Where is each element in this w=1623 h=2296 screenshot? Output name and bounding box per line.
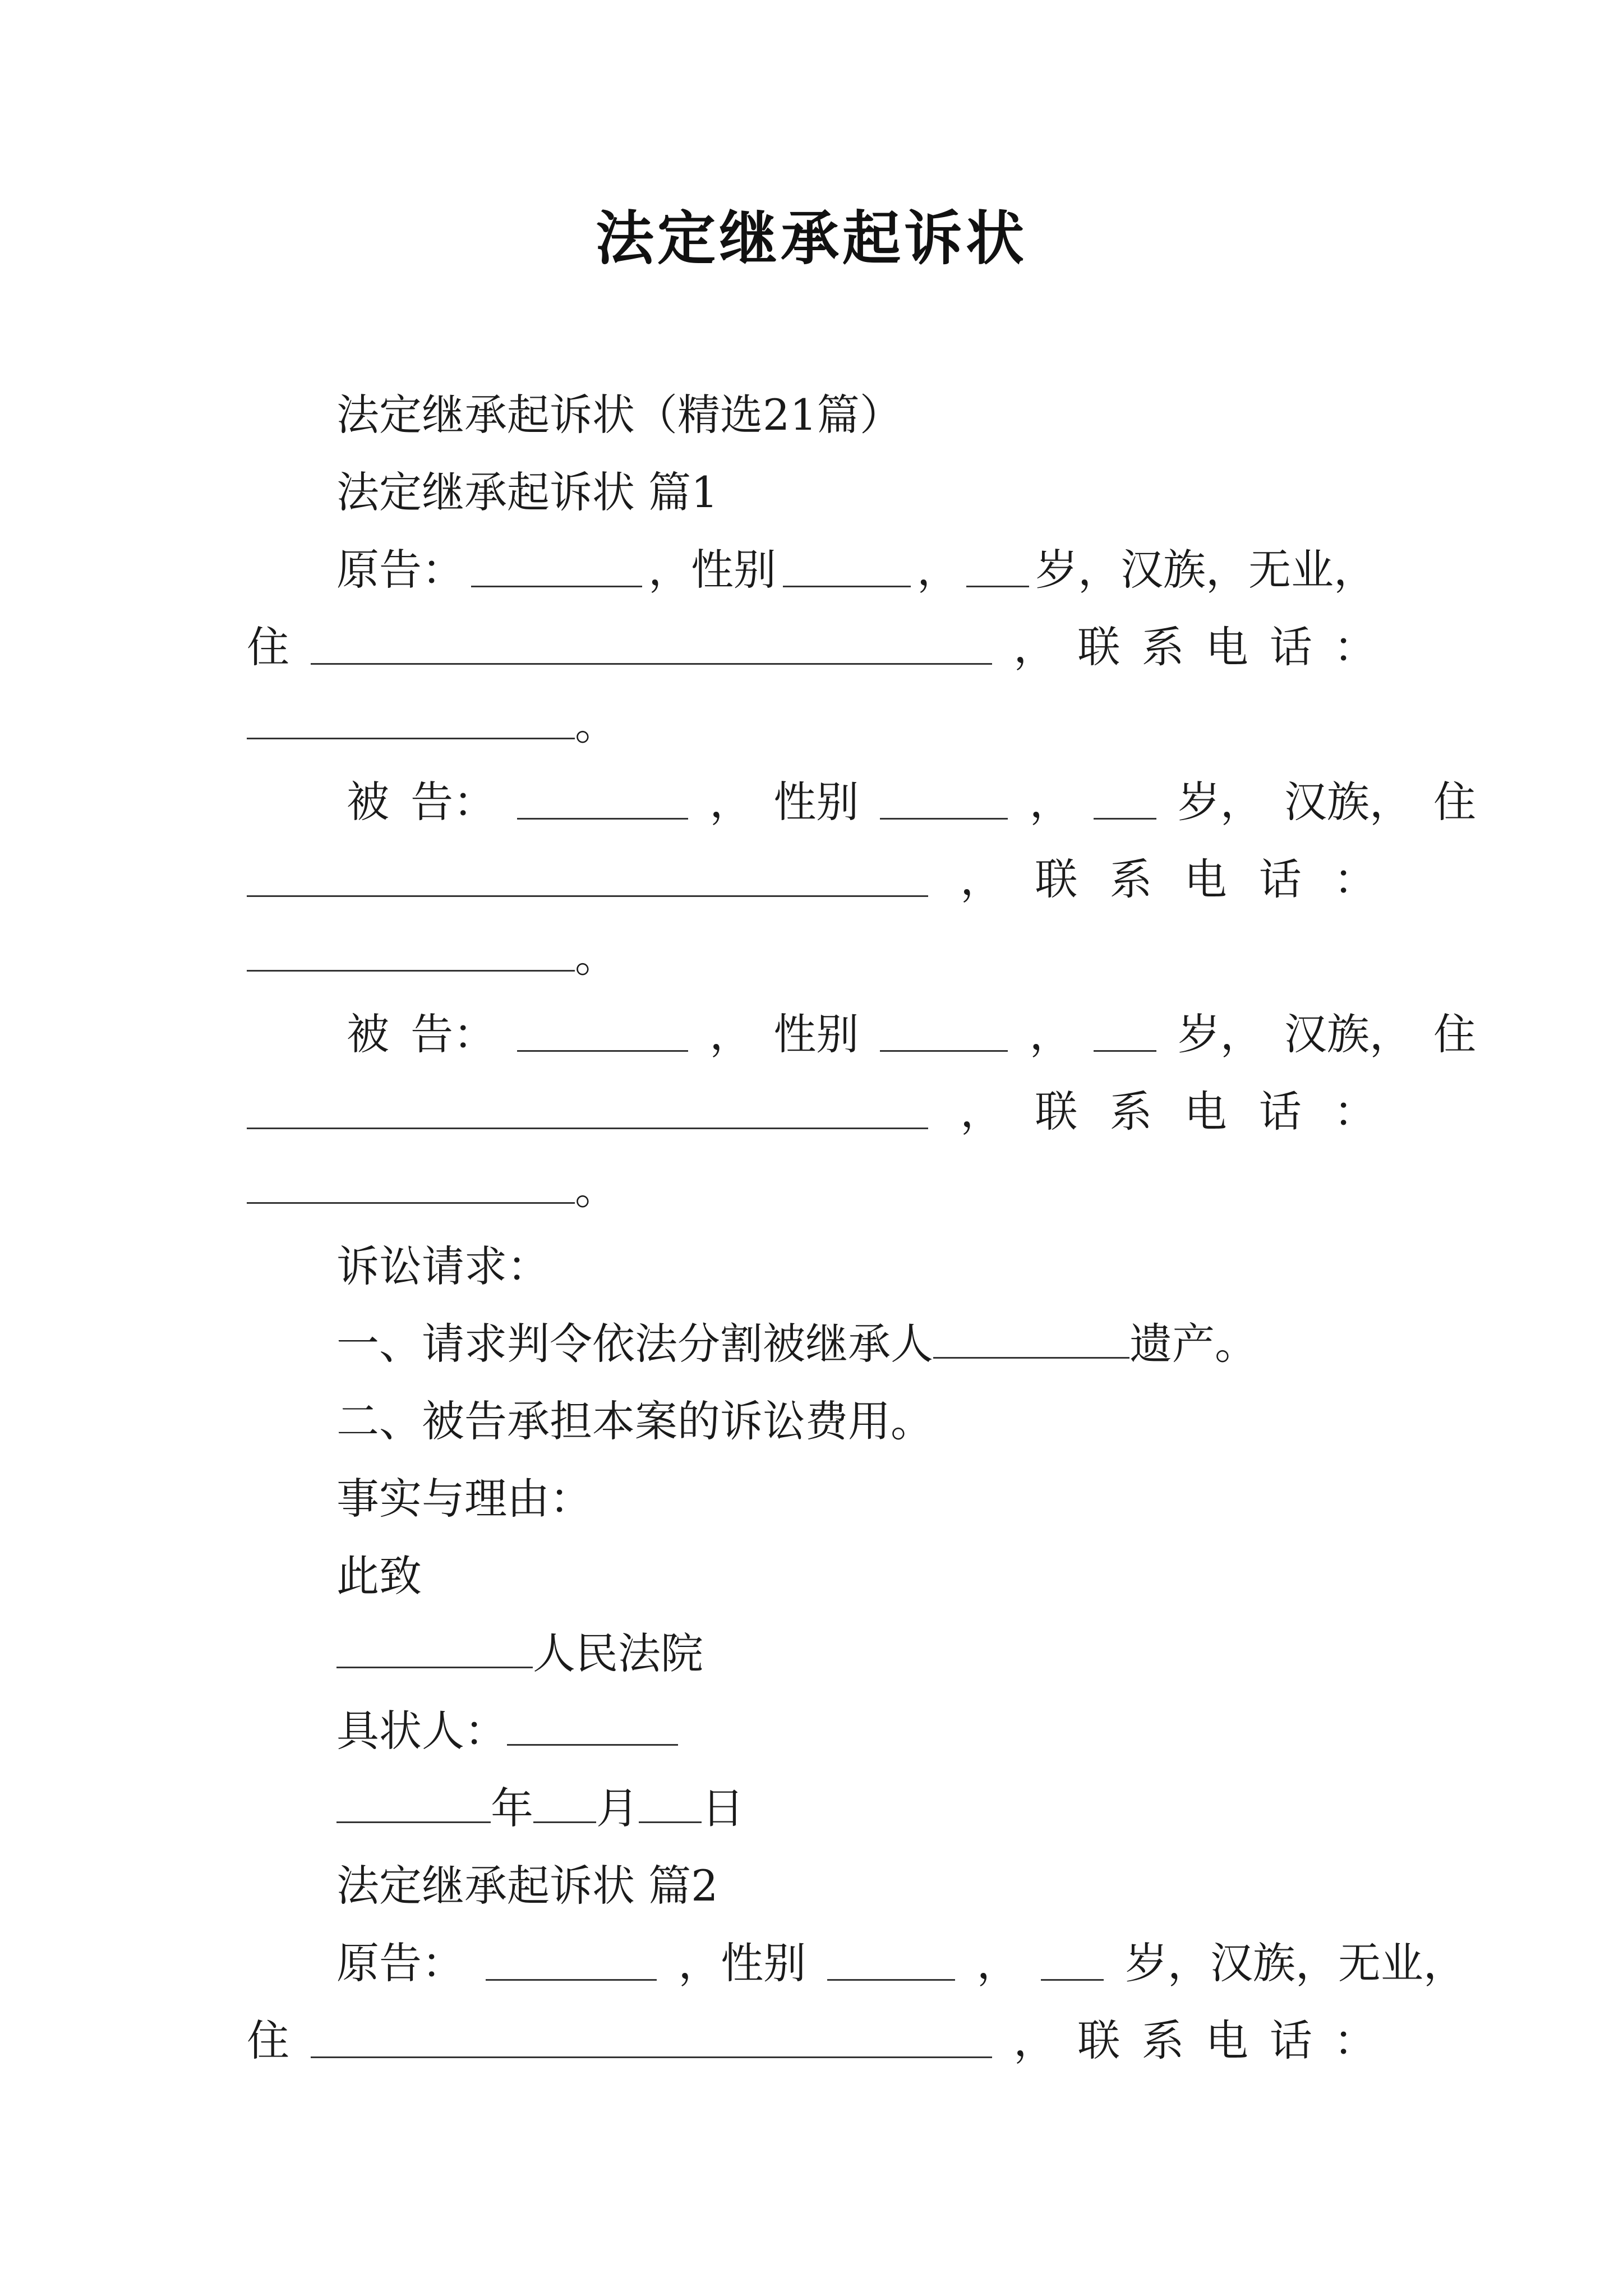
plaintiff2-line-1: 原告： ，性别 ， 岁，汉族，无业， xyxy=(336,1938,1466,1988)
plaintiff-line-3: 。 xyxy=(247,691,1376,758)
plaintiff-gender-blank xyxy=(783,553,911,587)
year-blank xyxy=(336,1789,491,1823)
court-line: 人民法院 xyxy=(247,1620,1376,1687)
defendant1-address-blank xyxy=(247,863,928,897)
defendant2-line-3: 。 xyxy=(247,1156,1376,1223)
plaintiff2-age-blank xyxy=(1041,1947,1104,1981)
plaintiff-address-blank xyxy=(311,631,992,665)
defendant1-gender-blank xyxy=(880,785,1008,820)
defendant2-line-2: ， 联 系 电 话 ： xyxy=(247,1078,1376,1145)
plaintiff-age-blank xyxy=(966,553,1029,587)
defendant1-age-blank xyxy=(1094,785,1156,820)
day-blank xyxy=(639,1789,702,1823)
plaintiff2-address-blank xyxy=(311,2024,992,2058)
month-blank xyxy=(533,1789,596,1823)
defendant1-name-blank xyxy=(517,785,688,820)
signer-line: 具状人： xyxy=(247,1697,1376,1765)
date-line: 年 月 日 xyxy=(247,1775,1376,1842)
plaintiff-line-2: 住 ， 联 系 电 话 ： xyxy=(247,622,1376,672)
claim-2: 二、被告承担本案的诉讼费用。 xyxy=(336,1396,933,1446)
salutation: 此致 xyxy=(336,1551,422,1601)
plaintiff-name-blank xyxy=(471,553,642,587)
defendant2-address-blank xyxy=(247,1095,928,1129)
defendant2-phone-blank xyxy=(247,1170,575,1204)
claim-1: 一、请求判令依法分割被继承人 遗产。 xyxy=(336,1319,1257,1369)
plaintiff2-line-2: 住 ， 联 系 电 话 ： xyxy=(247,2016,1376,2065)
court-name-blank xyxy=(336,1634,533,1668)
defendant1-line-1: 被 告： ， 性别 ， 岁， 汉族， 住 xyxy=(347,777,1476,827)
defendant2-gender-blank xyxy=(880,1018,1008,1052)
section-label-2: 法定继承起诉状 篇2 xyxy=(336,1861,718,1911)
claims-label: 诉讼请求： xyxy=(336,1241,550,1291)
plaintiff-line-1: 原告： ，性别 ， 岁，汉族，无业， xyxy=(336,545,1376,595)
defendant2-line-1: 被 告： ， 性别 ， 岁， 汉族， 住 xyxy=(347,1009,1476,1059)
decedent-name-blank xyxy=(933,1324,1129,1359)
section-label-1: 法定继承起诉状 篇1 xyxy=(336,467,718,517)
plaintiff-phone-blank xyxy=(247,705,575,739)
document-title: 法定继承起诉状 xyxy=(595,204,1027,273)
defendant1-line-3: 。 xyxy=(247,923,1376,991)
document-heading: 法定继承起诉状（精选21篇） xyxy=(336,390,902,440)
facts-label: 事实与理由： xyxy=(336,1474,592,1524)
signer-blank xyxy=(507,1711,678,1746)
defendant2-name-blank xyxy=(517,1018,688,1052)
plaintiff2-name-blank xyxy=(486,1947,657,1981)
defendant1-phone-blank xyxy=(247,937,575,972)
plaintiff2-gender-blank xyxy=(827,1947,955,1981)
defendant2-age-blank xyxy=(1094,1018,1156,1052)
defendant1-line-2: ， 联 系 电 话 ： xyxy=(247,846,1376,913)
